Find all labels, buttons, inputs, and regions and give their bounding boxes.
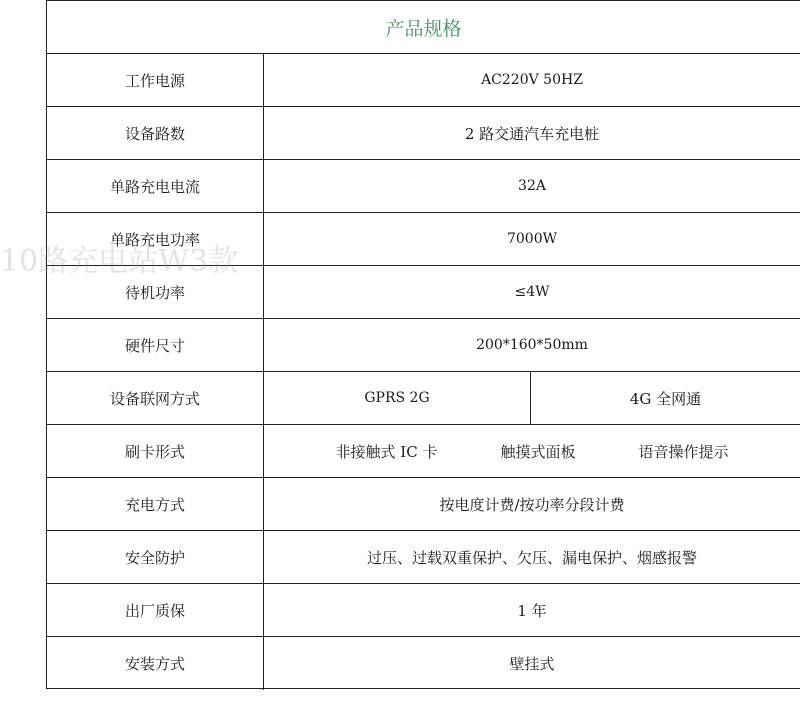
table-row — [47, 584, 800, 637]
card-type-ic-card: 非接触式 IC 卡 — [335, 442, 438, 461]
row-label-charge-power: 单路充电功率 — [47, 213, 264, 265]
watermark-text: 10路充电站W3款 — [0, 244, 239, 279]
table-row — [47, 478, 800, 531]
row-label-card-type: 刷卡形式 — [47, 425, 264, 477]
row-value-installation: 壁挂式 — [509, 655, 555, 673]
row-value-network-4g: 4G 全网通 — [629, 389, 702, 408]
row-label-standby-power: 待机功率 — [47, 266, 264, 318]
row-value-network-gprs: GPRS 2G — [264, 372, 531, 424]
row-label-installation: 安装方式 — [47, 637, 264, 690]
table-row — [47, 531, 800, 584]
row-value-warranty: 1 年 — [517, 601, 547, 620]
row-label-charging-mode: 充电方式 — [47, 478, 264, 530]
row-label-network: 设备联网方式 — [47, 372, 264, 424]
row-label-warranty: 出厂质保 — [47, 584, 264, 636]
row-value-current: 32A — [518, 178, 546, 194]
row-value-power-supply: AC220V 50HZ — [481, 72, 583, 88]
card-type-voice-prompt: 语音操作提示 — [638, 442, 729, 461]
spec-table — [46, 0, 800, 689]
table-row — [47, 266, 800, 319]
table-title: 产品规格 — [47, 1, 800, 54]
table-row — [47, 213, 800, 266]
row-value-card-type — [264, 425, 800, 477]
table-row — [47, 107, 800, 160]
row-value-safety: 过压、过载双重保护、欠压、漏电保护、烟感报警 — [366, 548, 697, 567]
row-value-standby-power: ≤4W — [514, 284, 550, 300]
row-value-channels: 2 路交通汽车充电桩 — [464, 124, 600, 143]
table-row — [47, 425, 800, 478]
row-label-hardware-size: 硬件尺寸 — [47, 319, 264, 371]
row-label-power-supply: 工作电源 — [47, 54, 264, 106]
card-type-touch-panel: 触摸式面板 — [500, 442, 576, 461]
row-label-current: 单路充电电流 — [47, 160, 264, 212]
table-row — [47, 160, 800, 213]
table-row — [47, 372, 800, 425]
row-value-charge-power: 7000W — [506, 231, 558, 247]
row-label-safety: 安全防护 — [47, 531, 264, 583]
table-row — [47, 54, 800, 107]
row-value-hardware-size: 200*160*50mm — [476, 337, 588, 353]
row-label-channels: 设备路数 — [47, 107, 264, 159]
table-row — [47, 319, 800, 372]
table-row — [47, 637, 800, 690]
row-value-charging-mode: 按电度计费/按功率分段计费 — [439, 495, 625, 514]
